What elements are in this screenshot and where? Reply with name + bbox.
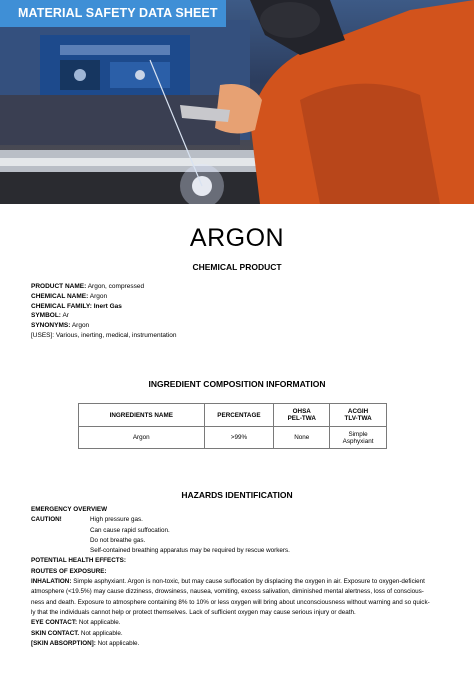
skin-absorption-row: [SKIN ABSORPTION]: Not applicable. <box>31 639 140 647</box>
caution-line: High pressure gas. <box>90 516 143 524</box>
percentage-cell: >99% <box>204 427 274 449</box>
caution-label: CAUTION! <box>31 516 62 524</box>
acgih-cell: Simple Asphyxiant <box>330 427 387 449</box>
column-header: PERCENTAGE <box>204 404 274 427</box>
potential-health-effects-heading: POTENTIAL HEALTH EFFECTS: <box>31 557 126 565</box>
eye-contact-row: EYE CONTACT: Not applicable. <box>31 619 121 627</box>
chemical-family-row: CHEMICAL FAMILY: Inert Gas <box>31 302 122 310</box>
ingredients-heading: INGREDIENT COMPOSITION INFORMATION <box>148 379 326 389</box>
inhalation-line: ly that the individuals cannot help or protect themselves. Lack of sufficient oxygen may cause serious injury or death. <box>31 608 356 616</box>
uses-row: [USES]: Various, inerting, medical, instrumentation <box>31 331 177 339</box>
ingredients-table <box>78 403 387 449</box>
welding-photo <box>0 0 474 204</box>
product-properties <box>31 282 176 341</box>
column-header: INGREDIENTS NAME <box>79 404 205 427</box>
product-name-row: PRODUCT NAME: Argon, compressed <box>31 283 145 290</box>
section-chemical-product: CHEMICAL PRODUCT <box>192 262 282 272</box>
inhalation-line: INHALATION: Simple asphyxiant. Argon is non-toxic, but may cause suffocation by displacing the oxygen in air. Exposure to oxygen-deficient <box>31 578 425 586</box>
welding-photo-banner <box>0 0 474 204</box>
chemical-name-row: CHEMICAL NAME: Argon <box>31 292 108 300</box>
document-type-banner: MATERIAL SAFETY DATA SHEET <box>0 0 226 27</box>
caution-line: Can cause rapid suffocation. <box>90 526 170 534</box>
skin-contact-row: SKIN CONTACT. Not applicable. <box>31 629 123 637</box>
column-header: OHSA PEL-TWA <box>274 404 330 427</box>
caution-line: Self-contained breathing apparatus may be required by rescue workers. <box>90 547 290 555</box>
routes-of-exposure-heading: ROUTES OF EXPOSURE: <box>31 567 107 575</box>
column-header: ACGIH TLV-TWA <box>330 404 387 427</box>
hazards-heading: HAZARDS IDENTIFICATION <box>181 490 293 500</box>
table-header-row <box>79 404 387 427</box>
page-title: ARGON <box>189 224 285 252</box>
ohsa-cell: None <box>274 427 330 449</box>
caution-line: Do not breathe gas. <box>90 536 146 544</box>
table-row <box>79 427 387 449</box>
inhalation-line: ness and death. Exposure to atmosphere containing 8% to 10% or less oxygen will bring about unconsciousness without warning and so quick- <box>31 598 430 606</box>
synonyms-row: SYNONYMS: Argon <box>31 322 90 330</box>
emergency-overview-heading: EMERGENCY OVERVIEW <box>31 506 108 513</box>
symbol-row: SYMBOL: Ar <box>31 312 69 320</box>
ingredient-name-cell: Argon <box>79 427 205 449</box>
hazards-section <box>31 505 431 649</box>
caution-block <box>31 515 431 556</box>
inhalation-line: atmosphere (<19.5%) may cause dizziness, drowsiness, nausea, vomiting, excess salivation, diminished mental alertness, loss of conscious- <box>31 588 424 596</box>
